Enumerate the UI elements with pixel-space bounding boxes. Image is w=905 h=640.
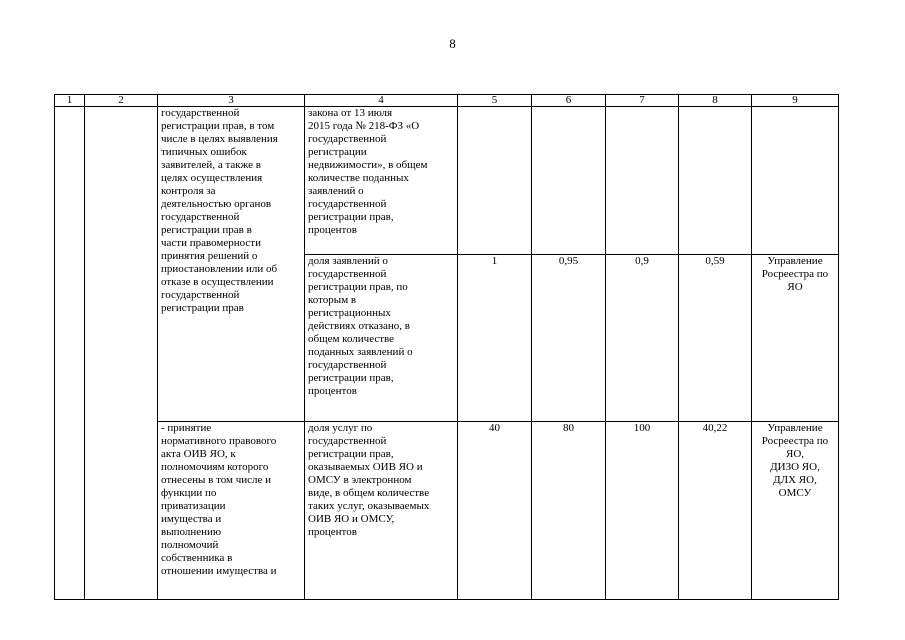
- cell-value: 40: [458, 422, 532, 600]
- cell-value: 1: [458, 255, 532, 422]
- cell-responsible: Управление Росреестра по ЯО, ДИЗО ЯО, ДЛХ ЯО, ОМСУ: [752, 422, 839, 600]
- cell-value: 0,59: [679, 255, 752, 422]
- page-number: 8: [449, 36, 456, 51]
- cell-value: [458, 107, 532, 255]
- indicators-table: [54, 94, 839, 600]
- column-header: 1: [55, 95, 85, 107]
- cell-col1: [55, 107, 85, 600]
- cell-value: 40,22: [679, 422, 752, 600]
- column-header: 2: [85, 95, 158, 107]
- cell-measure: - принятие нормативного правового акта ОИВ ЯО, к полномочиям которого отнесены в том числе и функции по приватизации имущества и выполнению полномочий собственника в отношении имущества и: [158, 422, 305, 600]
- cell-value: [532, 107, 606, 255]
- cell-indicator: закона от 13 июля 2015 года № 218-ФЗ «О государственной регистрации недвижимости», в общем количестве поданных заявлений о государственной регистрации прав, процентов: [305, 107, 458, 255]
- cell-measure: государственной регистрации прав, в том числе в целях выявления типичных ошибок заявителей, а также в целях осуществления контроля за деятельностью органов государственной регистрации прав в части правомерности принятия решений о приостановлении или об отказе в осуществлении государственной регистрации прав: [158, 107, 305, 422]
- cell-responsible: Управление Росреестра по ЯО: [752, 255, 839, 422]
- column-header: 9: [752, 95, 839, 107]
- cell-value: [606, 107, 679, 255]
- cell-value: [679, 107, 752, 255]
- table-row: [55, 422, 839, 600]
- cell-indicator: доля услуг по государственной регистрации прав, оказываемых ОИВ ЯО и ОМСУ в электронном виде, в общем количестве таких услуг, оказываемых ОИВ ЯО и ОМСУ, процентов: [305, 422, 458, 600]
- cell-value: 0,9: [606, 255, 679, 422]
- cell-col2: [85, 107, 158, 600]
- cell-value: 80: [532, 422, 606, 600]
- column-header: 5: [458, 95, 532, 107]
- cell-indicator: доля заявлений о государственной регистрации прав, по которым в регистрационных действиях отказано, в общем количестве поданных заявлений о государственной регистрации прав, процентов: [305, 255, 458, 422]
- cell-value: 100: [606, 422, 679, 600]
- column-header: 8: [679, 95, 752, 107]
- column-header: 7: [606, 95, 679, 107]
- column-header: 3: [158, 95, 305, 107]
- table-header-row: [55, 95, 839, 107]
- cell-responsible: [752, 107, 839, 255]
- cell-value: 0,95: [532, 255, 606, 422]
- column-header: 4: [305, 95, 458, 107]
- column-header: 6: [532, 95, 606, 107]
- table-row: [55, 107, 839, 255]
